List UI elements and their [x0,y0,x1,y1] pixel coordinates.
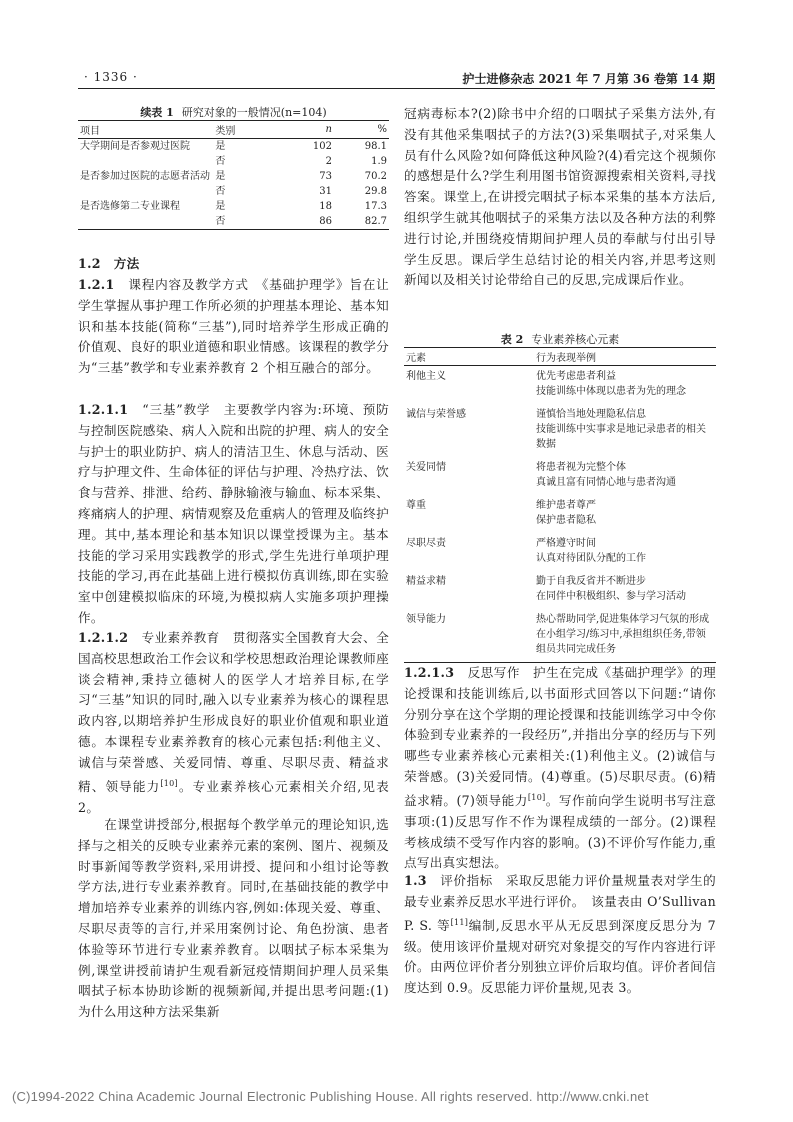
table2-title: 专业素养核心元素 [531,333,620,346]
table-row [404,366,716,405]
section-1-2-1-3: 1.2.1.3 反思写作 护生在完成《基础护理学》的理论授课和技能训练后,以书面形式回答以下问题:“请你分别分享在这个学期的理论授课和技能训练学习中令你体验到专业素养的一段经历”,并指出分享的经历与下列哪些专业素养核心元素相关:(1)利他主义。(2)诚信与荣誉感。(3)关爱同情。(4)尊重。(5)尽职尽责。(6)精益求精。(7)领导能力[10]。写作前向学生说明书写注意事项:(1)反思写作不作为课程成绩的一部分。(2)课程考核成绩不受写作内容的影响。(3)不评价写作能力,重点写出真实想法。 [404,665,717,871]
table1-cell: 102 [312,141,332,152]
table1-cell: 17.3 [364,201,387,212]
table1-cell [78,214,213,230]
table1-cell: 18 [319,201,332,212]
table2-element: 关爱同情 [406,462,446,473]
table1-cell: 否 [215,156,226,167]
section-heading-1-2: 1.2 方法 [78,256,140,271]
table1-cell: 是 [215,171,226,182]
table1-title: 研究对象的一般情况(n=104) [181,106,327,119]
citation: [10] [160,778,178,788]
paragraph-swab-questions: 冠病毒标本?(2)除书中介绍的口咽拭子采集方法外,有没有其他采集咽拭子的方法?(3)采集咽拭子,对采集人员有什么风险?如何降低这种风险?(4)看完这个视频你的感想是什么?学生利用图书馆资源搜索相关资料,寻找答案。课堂上,在讲授完咽拭子标本采集的基本方法后,组织学生就其他咽拭子的采集方法以及各种方法的利弊进行讨论,并围绕疫情期间护理人员的奉献与付出引导学生反思。课后学生总结讨论的相关内容,并思考这则新闻以及相关讨论带给自己的反思,完成课后作业。 [404,106,716,288]
table1-cell: 73 [319,171,332,182]
table-row [78,184,389,199]
table-row [404,457,716,495]
table2-example: 在小组学习/练习中,承担组织任务,带领组员共同完成任务 [536,629,706,655]
table1-cell [78,154,213,169]
journal-header: 护士进修杂志 2021 年 7 月第 36 卷第 14 期 [462,72,715,86]
table1-cell: 82.7 [334,214,389,230]
table1-header: 类别 [213,121,291,139]
table1-cell: 70.2 [364,171,387,182]
table2-label: 表 2 [500,333,524,346]
citation: [11] [450,917,469,927]
table2-element: 精益求精 [406,576,446,587]
table-row [404,495,716,533]
paragraph-teaching: 在课堂讲授部分,根据每个教学单元的理论知识,选择与之相关的反映专业素养元素的案例、图片、视频及时事新闻等教学资料,采用讲授、提问和小组讨论等教学方法,进行专业素养教育。同时,在基础技能的教学中增加培养专业素养的训练内容,例如:体现关爱、尊重、尽职尽责等的言行,并采用案例讨论、角色扮演、患者体验等环节进行专业素养教育。以咽拭子标本采集为例,课堂讲授前请护生观看新冠疫情期间护理人员采集咽拭子标本协助诊断的视频新闻,并提出思考问题:(1)为什么用这种方法采集新 [78,817,389,1020]
table-row [404,533,716,571]
table2-header: 元素 [404,348,534,366]
table1-cell: 大学期间是否参观过医院 [80,141,190,152]
table1-cell: 是 [215,201,226,212]
table2-example: 技能训练中实事求是地记录患者的相关数据 [536,424,706,450]
table-row [78,214,389,230]
table-row [78,199,389,214]
section-1-3: 1.3 评价指标 采取反思能力评价量规量表对学生的最专业素养反思水平进行评价。 该量表由 O’Sullivan P. S. 等[11]编制,反思水平从无反思到深度反思分为 7 级。使用该评价量规对研究对象提交的写作内容进行评价。由两位评价者分别独立评价后取均值。评价者间信度达到 0.9。反思能力评价量规,见表 3。 [404,873,716,996]
table1-cell: 是否参加过医院的志愿者活动 [80,171,210,182]
table2-element: 诚信与荣誉感 [406,409,466,420]
section-1-2-1: 1.2.1 课程内容及教学方式 《基础护理学》旨在让学生掌握从事护理工作所必须的护理基本理论、基本知识和基本技能(简称“三基”),同时培养学生形成正确的价值观、良好的职业道德和职业情感。该课程的教学分为“三基”教学和专业素养教育 2 个相互融合的部分。 [78,277,389,376]
table1-cell: 98.1 [364,141,387,152]
table1-cell: 86 [292,214,334,230]
table2 [404,347,716,663]
table1 [78,120,389,230]
table2-example: 保护患者隐私 [536,515,596,526]
citation: [10] [527,792,546,802]
section-1-2-1-1: 1.2.1.1 “三基”教学 主要教学内容为:环境、预防与控制医院感染、病人入院和出院的护理、病人的安全与护士的职业防护、病人的清洁卫生、休息与活动、医疗与护理文件、生命体征的评估与护理、冷热疗法、饮食与营养、排泄、给药、静脉输液与输血、标本采集、疼痛病人的护理、病情观察及危重病人的管理及临终护理。其中,基本理论和基本知识以课堂授课为主。基本技能的学习采用实践教学的形式,学生先进行单项护理技能的学习,再在此基础上进行模拟仿真训练,即在实验室中创建模拟临床的环境,为模拟病人实施多项护理操作。 [78,402,389,625]
table2-example: 在同伴中积极组织、参与学习活动 [536,591,686,602]
table2-example: 真诚且富有同情心地与患者沟通 [536,477,676,488]
table1-label: 续表 1 [140,106,174,119]
table2-example: 认真对待团队分配的工作 [536,553,646,564]
copyright-footer: (C)1994-2022 China Academic Journal Electronic Publishing House. All rights reserved. http://www.cnki.net [12,1089,649,1104]
table2-example: 优先考虑患者利益 [536,371,616,382]
table1-cell: 否 [213,214,291,230]
page-number: · 1336 · [84,70,138,84]
table-row [78,139,389,155]
table1-cell: 是 [215,141,226,152]
table1-header: n [292,121,334,139]
table1-caption [78,104,389,120]
table1-cell: 31 [319,186,332,197]
table1-cell [78,184,213,199]
table2-example: 热心帮助同学,促进集体学习气氛的形成 [536,614,710,625]
table-row [404,571,716,609]
table2-example: 技能训练中体现以患者为先的理念 [536,386,686,397]
header-rule [78,88,715,89]
table2-element: 尽职尽责 [406,538,446,549]
table-row [404,609,716,663]
table-row [404,404,716,457]
table2-element: 领导能力 [404,609,534,663]
table1-header: 项目 [78,121,213,139]
table1-cell: 2 [325,156,332,167]
table2-example: 维护患者尊严 [536,500,596,511]
table2-header: 行为表现举例 [534,348,716,366]
table1-header: % [334,121,389,139]
table-row [78,169,389,184]
table2-element: 利他主义 [406,371,446,382]
table1-cell: 1.9 [371,156,387,167]
table1-cell: 29.8 [364,186,387,197]
table2-example: 谨慎恰当地处理隐私信息 [536,409,646,420]
table-row [78,154,389,169]
table2-element: 尊重 [406,500,426,511]
table2-example: 勤于自我反省并不断进步 [536,576,646,587]
table1-cell: 是否选修第二专业课程 [80,201,180,212]
section-1-2-1-2: 1.2.1.2 专业素养教育 贯彻落实全国教育大会、全国高校思想政治工作会议和学校思想政治理论课教师座谈会精神,秉持立德树人的医学人才培养目标,在学习“三基”知识的同时,融入以专业素养为核心的课程思政内容,以期培养护生形成良好的职业价值观和职业道德。本课程专业素养教育的核心元素包括:利他主义、诚信与荣誉感、关爱同情、尊重、尽职尽责、精益求精、领导能力[10]。专业素养核心元素相关介绍,见表 2。 [78,630,389,815]
table2-example: 严格遵守时间 [536,538,596,549]
table2-caption [404,331,716,347]
table2-example: 将患者视为完整个体 [536,462,626,473]
table1-cell: 否 [215,186,226,197]
